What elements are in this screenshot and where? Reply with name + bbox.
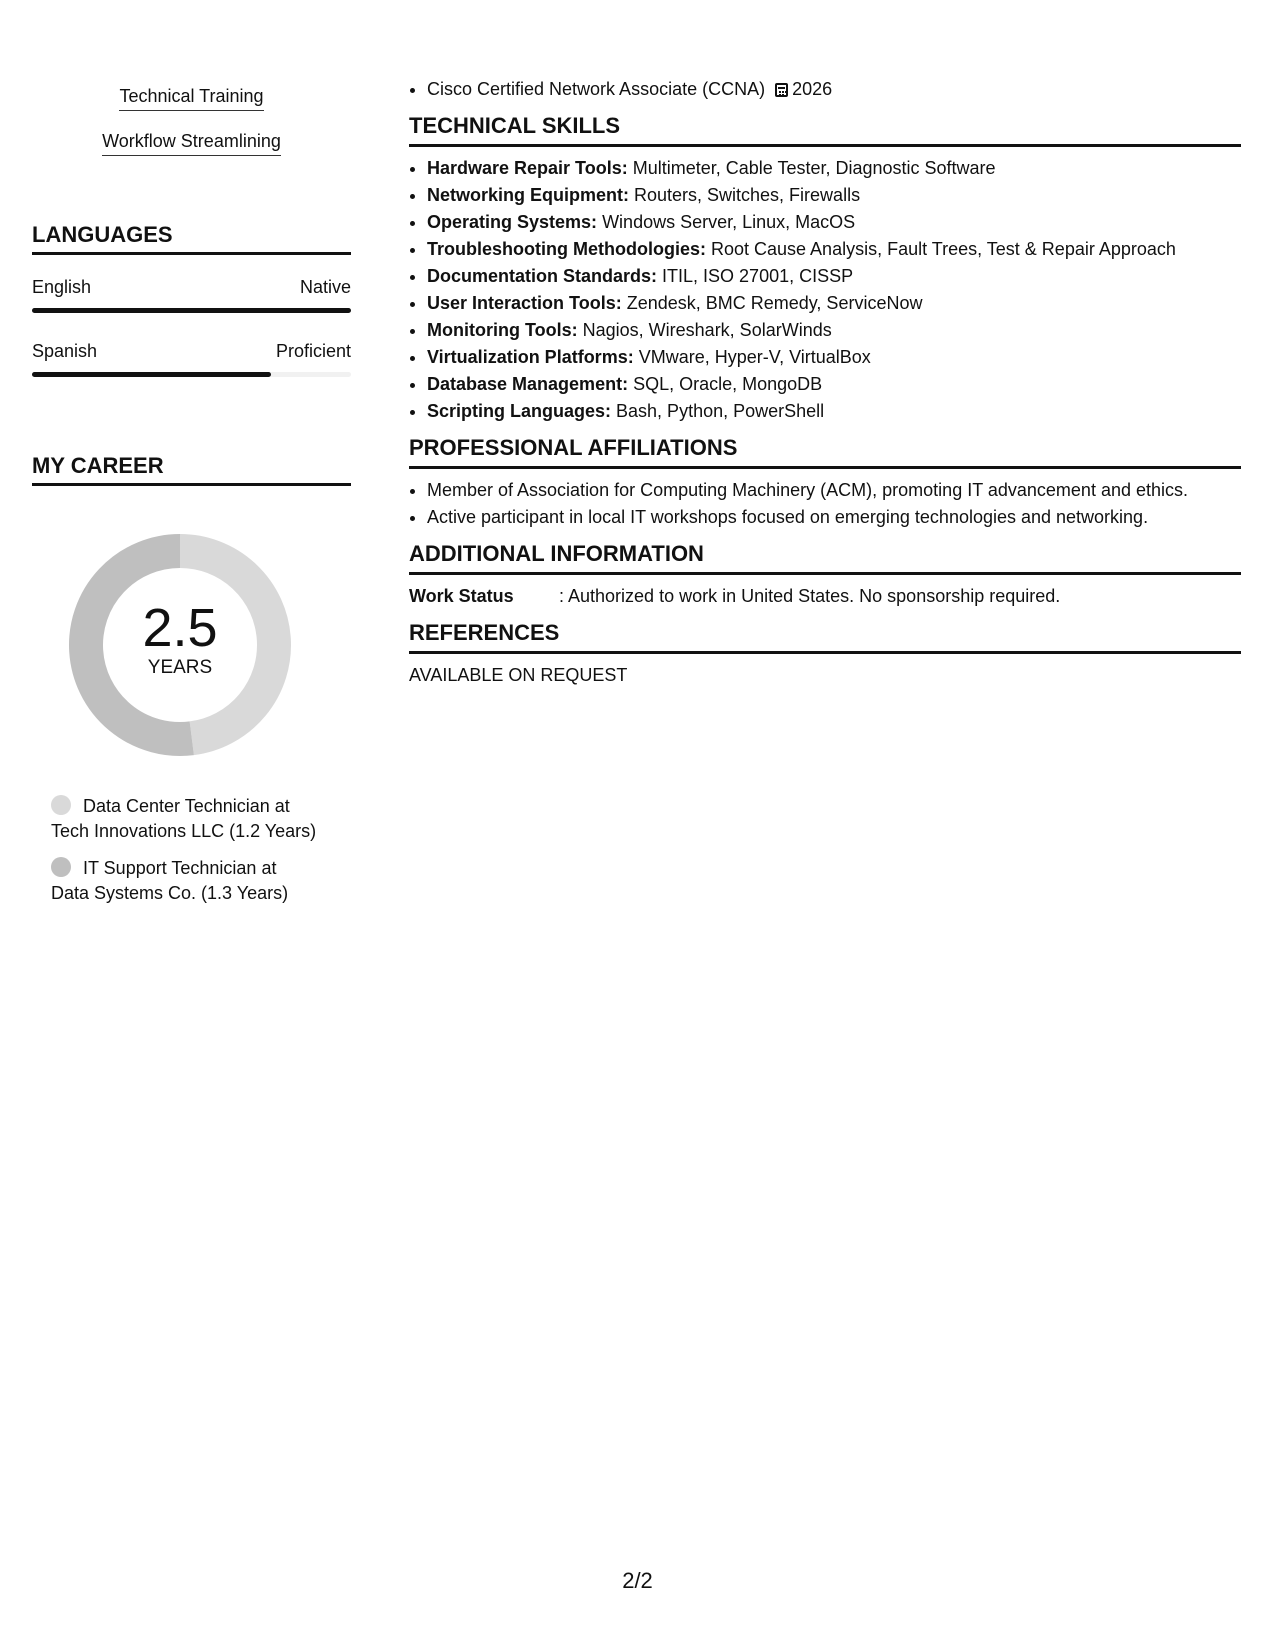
legend-dot-icon <box>51 795 71 815</box>
career-total-unit: YEARS <box>147 657 213 678</box>
technical-skill-item: • Networking Equipment: Routers, Switches, Firewalls <box>427 182 1241 209</box>
calendar-icon <box>775 83 788 97</box>
additional-info-heading: ADDITIONAL INFORMATION <box>409 541 1241 575</box>
technical-skill-item: • Troubleshooting Methodologies: Root Cause Analysis, Fault Trees, Test & Repair Approach <box>427 236 1241 263</box>
technical-skill-item: • Virtualization Platforms: VMware, Hyper-V, VirtualBox <box>427 344 1241 371</box>
languages-heading: LANGUAGES <box>32 222 351 255</box>
references-heading: REFERENCES <box>409 620 1241 654</box>
skill-workflow-streamlining: Workflow Streamlining <box>32 121 351 166</box>
language-level: Proficient <box>275 341 351 361</box>
language-bar-fill <box>32 308 351 313</box>
language-level: Native <box>299 277 351 297</box>
career-legend <box>32 794 351 906</box>
technical-skill-item: • User Interaction Tools: Zendesk, BMC Remedy, ServiceNow <box>427 290 1241 317</box>
language-spanish <box>32 341 351 377</box>
affiliation-item: • Member of Association for Computing Machinery (ACM), promoting IT advancement and ethics. <box>427 477 1241 504</box>
technical-skill-item: • Database Management: SQL, Oracle, MongoDB <box>427 371 1241 398</box>
career-heading: MY CAREER <box>32 453 351 486</box>
certifications-list <box>409 76 1241 103</box>
work-status-row <box>409 583 1241 610</box>
language-name: English <box>32 277 92 297</box>
language-name: Spanish <box>32 341 98 361</box>
affiliation-item: • Active participant in local IT workshops focused on emerging technologies and networking. <box>427 504 1241 531</box>
career-legend-item: Data Center Technician at Tech Innovations LLC (1.2 Years) <box>51 796 317 841</box>
certification-item: • Cisco Certified Network Associate (CCNA) 2026 <box>427 76 1241 103</box>
language-english <box>32 277 351 313</box>
page-number: 2/2 <box>622 1568 653 1593</box>
references-text: AVAILABLE ON REQUEST <box>409 665 628 685</box>
affiliations-heading: PROFESSIONAL AFFILIATIONS <box>409 435 1241 469</box>
technical-skills-heading: TECHNICAL SKILLS <box>409 113 1241 147</box>
certification-year: 2026 <box>792 79 833 99</box>
skill-technical-training: Technical Training <box>32 76 351 121</box>
technical-skill-item: • Monitoring Tools: Nagios, Wireshark, SolarWinds <box>427 317 1241 344</box>
technical-skill-item: • Hardware Repair Tools: Multimeter, Cable Tester, Diagnostic Software <box>427 155 1241 182</box>
work-status-label: Work Status <box>409 586 514 606</box>
career-legend-item: IT Support Technician at Data Systems Co. (1.3 Years) <box>51 858 289 903</box>
technical-skill-item: • Documentation Standards: ITIL, ISO 27001, CISSP <box>427 263 1241 290</box>
technical-skill-item: • Scripting Languages: Bash, Python, PowerShell <box>427 398 1241 425</box>
technical-skill-item: • Operating Systems: Windows Server, Linux, MacOS <box>427 209 1241 236</box>
career-total-value: 2.5 <box>142 598 218 658</box>
language-bar <box>32 308 351 313</box>
career-donut-chart <box>65 530 295 760</box>
technical-skills-list <box>409 155 1241 425</box>
work-status-value: : Authorized to work in United States. No sponsorship required. <box>559 586 1061 606</box>
legend-dot-icon <box>51 857 71 877</box>
affiliations-list <box>409 477 1241 531</box>
right-column <box>409 76 1241 689</box>
left-column <box>32 76 351 918</box>
